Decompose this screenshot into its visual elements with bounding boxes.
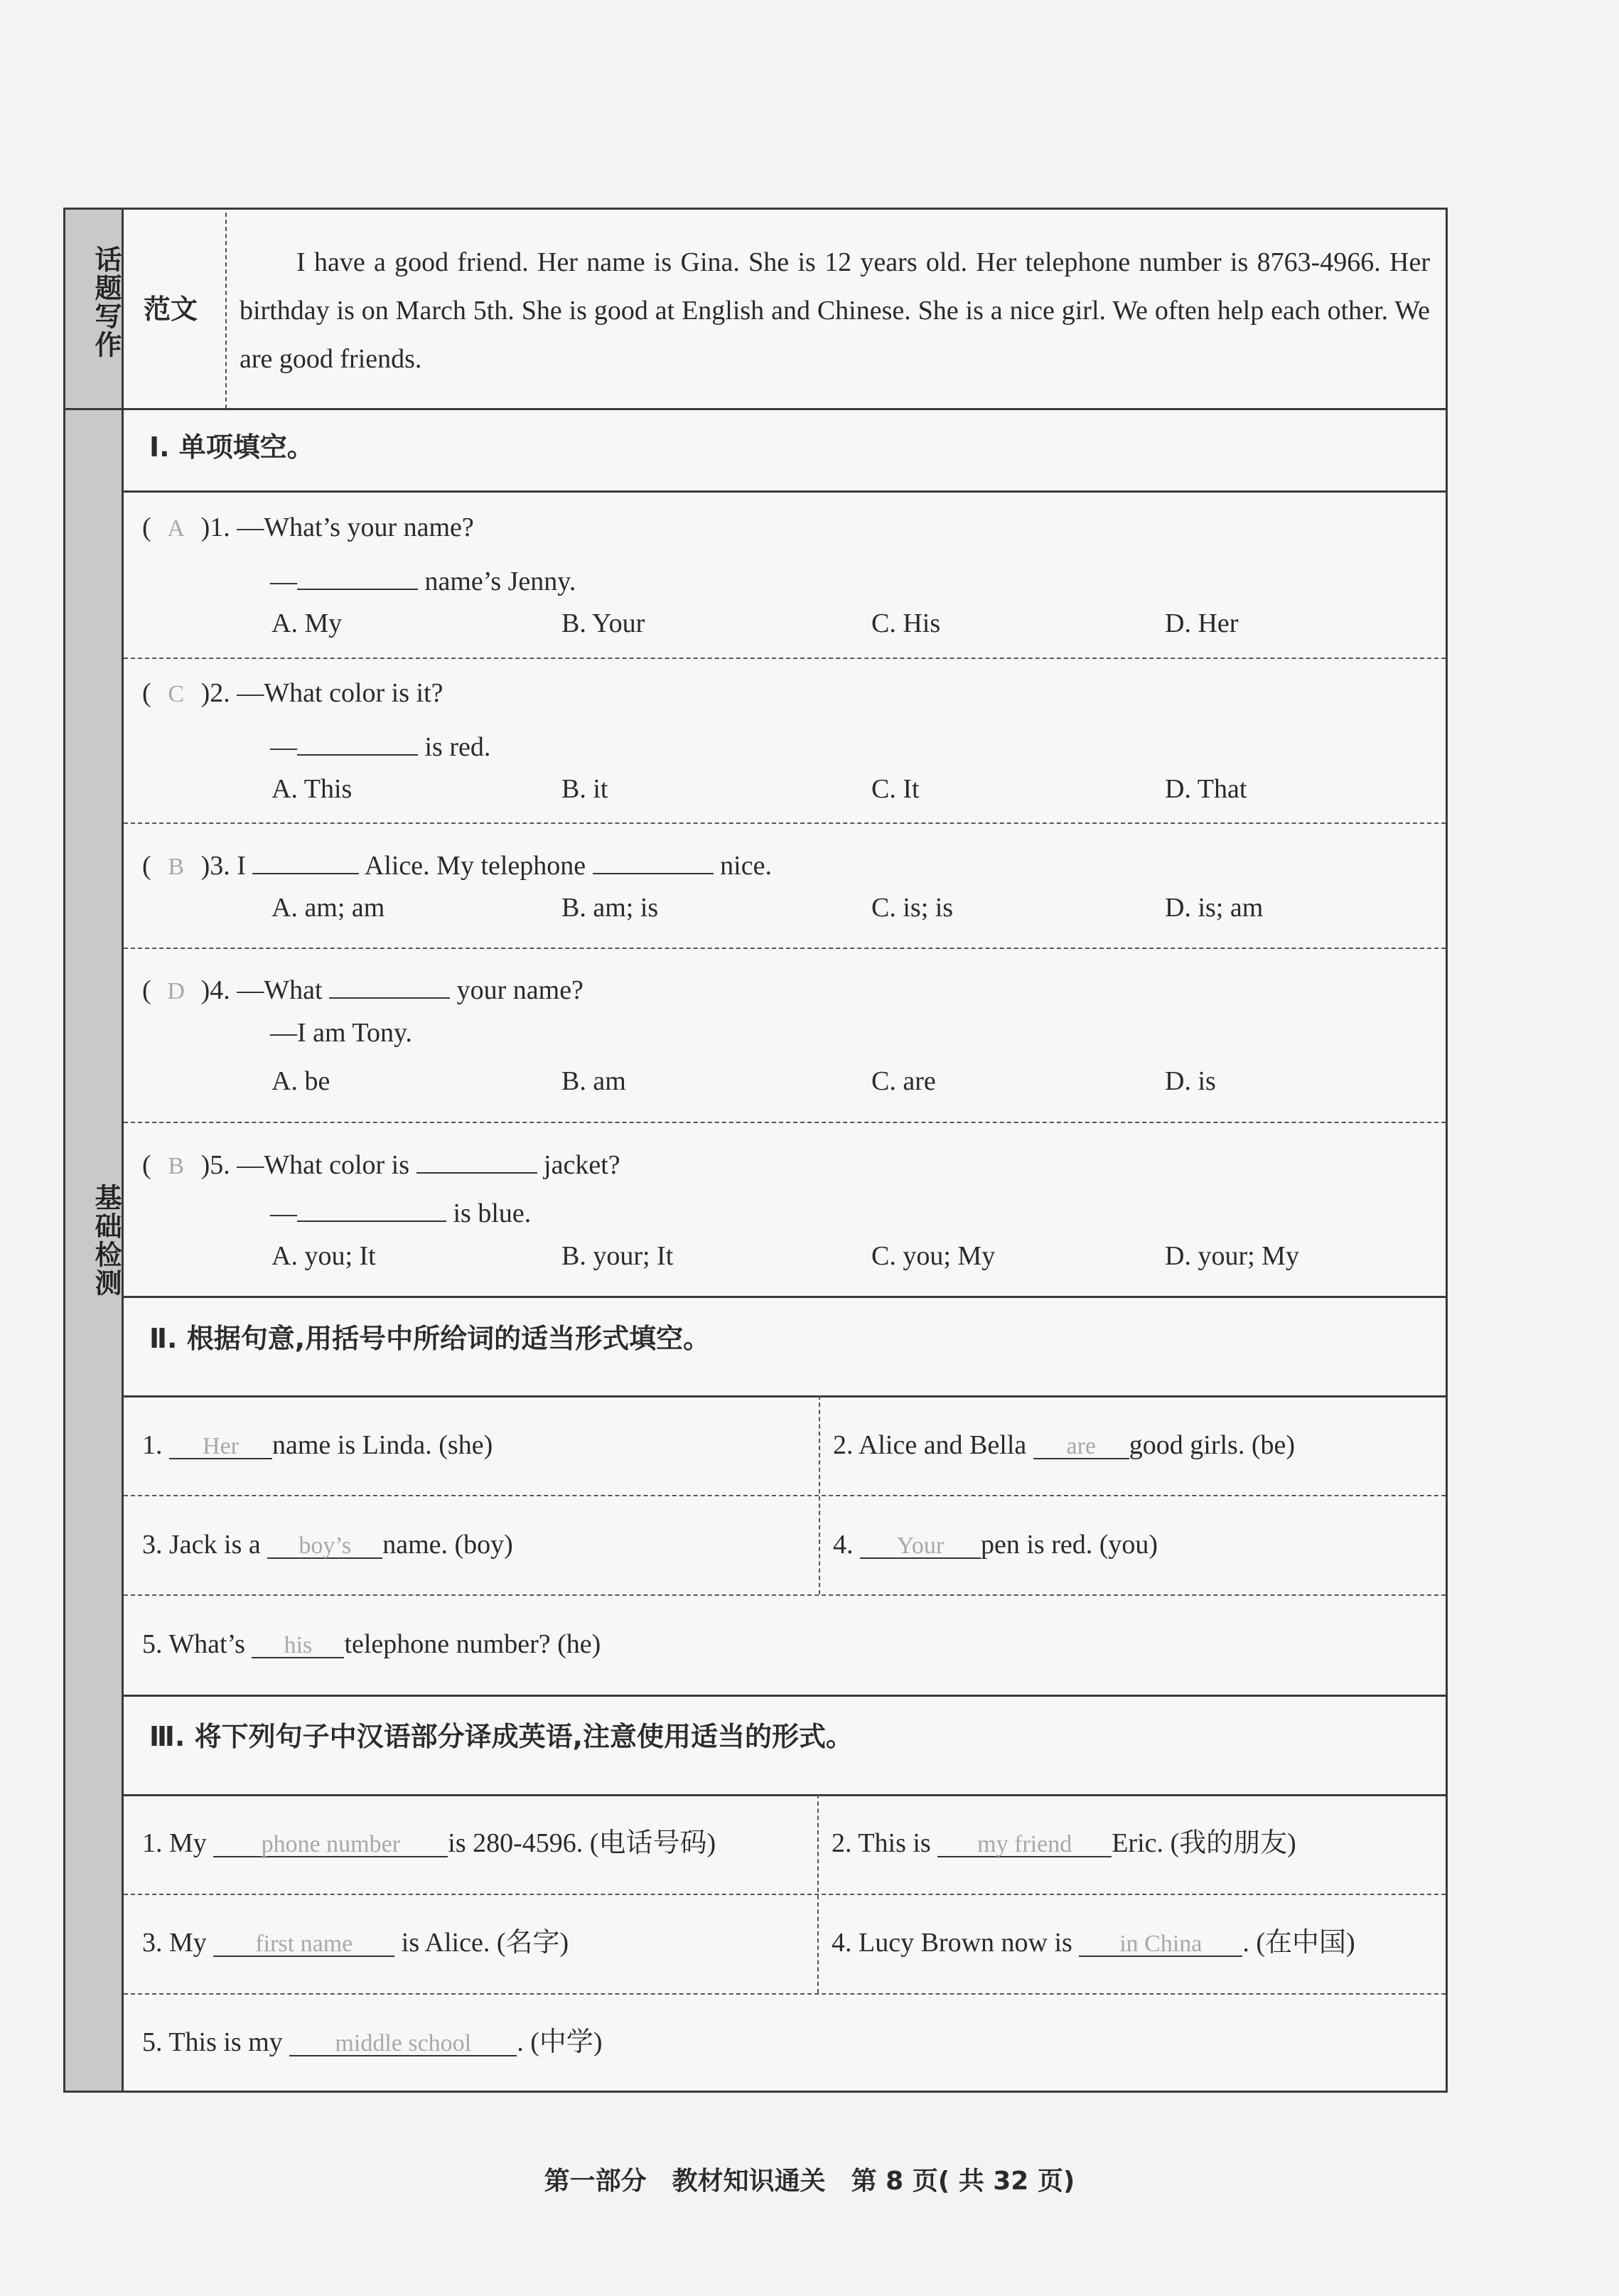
divider [124, 1894, 1446, 1895]
section2-item-2: 2. Alice and Bella are good girls. (be) [833, 1430, 1295, 1460]
option: B. it [561, 774, 608, 804]
divider [124, 1794, 1446, 1796]
question-4-line2: —I am Tony. [270, 1018, 412, 1048]
divider [124, 1993, 1446, 1995]
answer: Your [896, 1533, 945, 1559]
section2-title: Ⅱ. 根据句意,用括号中所给词的适当形式填空。 [149, 1323, 711, 1354]
section3-item-4: 4. Lucy Brown now is in China . (在中国) [832, 1928, 1355, 1958]
divider [124, 1296, 1446, 1298]
option: C. is; is [871, 893, 954, 923]
answer: phone number [261, 1831, 401, 1857]
answer-3: B [168, 854, 184, 880]
option: A. am; am [271, 893, 385, 923]
divider [124, 1122, 1446, 1123]
question-1-line2: — name’s Jenny. [270, 560, 576, 597]
option: D. That [1165, 774, 1247, 804]
answer: boy’s [298, 1533, 352, 1559]
answer: first name [255, 1931, 353, 1957]
divider [124, 1695, 1446, 1697]
question-5: ( B )5. —What color is jacket? [142, 1144, 620, 1182]
blank[interactable] [593, 844, 714, 874]
answer: are [1066, 1433, 1097, 1459]
question-4: ( D )4. —What your name? [142, 969, 583, 1007]
section3-item-2: 2. This is my friend Eric. (我的朋友) [832, 1828, 1296, 1858]
option: A. you; It [271, 1241, 376, 1271]
section3-title: Ⅲ. 将下列句子中汉语部分译成英语,注意使用适当的形式。 [149, 1721, 854, 1752]
topic-writing-label: 话题写作 [90, 245, 122, 359]
option: A. This [271, 774, 353, 804]
answer-4: D [167, 978, 185, 1004]
blank[interactable] [329, 969, 450, 999]
answer: in China [1119, 1931, 1203, 1957]
option: B. am [561, 1066, 626, 1096]
page-footer: 第一部分 教材知识通关 第 8 页( 共 32 页) [544, 2167, 1075, 2196]
option: A. be [271, 1066, 330, 1096]
question-5-line2: — is blue. [270, 1192, 531, 1229]
question-1: ( A )1. —What’s your name? [142, 512, 474, 545]
section2-item-4: 4. Your pen is red. (you) [833, 1530, 1158, 1560]
divider [124, 822, 1446, 824]
section3-item-5: 5. This is my middle school . (中学) [142, 2027, 603, 2057]
section2-item-3: 3. Jack is a boy’s name. (boy) [142, 1530, 513, 1560]
answer: my friend [977, 1831, 1072, 1857]
sidebar-column [65, 210, 124, 2091]
question-2: ( C )2. —What color is it? [142, 677, 443, 710]
answer-5: B [168, 1153, 184, 1179]
option: A. My [271, 608, 343, 638]
answer: middle school [335, 2030, 472, 2056]
basic-check-label: 基础检测 [90, 1184, 122, 1297]
blank[interactable] [416, 1144, 537, 1174]
question-3: ( B )3. I Alice. My telephone nice. [142, 844, 772, 883]
divider [124, 658, 1446, 659]
option: B. Your [561, 608, 645, 638]
option: B. am; is [561, 893, 659, 923]
option: D. is [1165, 1066, 1216, 1096]
section1-title: Ⅰ. 单项填空。 [149, 431, 314, 463]
divider [65, 408, 1446, 410]
option: B. your; It [561, 1241, 674, 1271]
divider [124, 1395, 1446, 1398]
option: D. is; am [1165, 893, 1264, 923]
option: D. Her [1165, 608, 1239, 638]
option: D. your; My [1165, 1241, 1299, 1271]
answer-2: C [168, 681, 184, 707]
section3-item-1: 1. My phone number is 280-4596. (电话号码) [142, 1828, 716, 1858]
answer: Her [203, 1433, 239, 1459]
sample-essay: I have a good friend. Her name is Gina. She is 12 years old. Her telephone number is 8763-4966. Her birthday is on March 5th. She is good at English and Chinese. She is a nice girl. We often help each other. We are good friends. [240, 247, 1430, 374]
worksheet-frame [63, 208, 1448, 2093]
sample-divider [225, 213, 227, 409]
divider [124, 1594, 1446, 1596]
divider [124, 490, 1446, 493]
divider [124, 1495, 1446, 1496]
option: C. His [871, 608, 941, 638]
section2-item-5: 5. What’s his telephone number? (he) [142, 1629, 601, 1659]
option: C. you; My [871, 1241, 996, 1271]
sample-label: 范文 [144, 294, 198, 325]
option: C. are [871, 1066, 936, 1096]
blank[interactable] [297, 726, 418, 756]
blank[interactable] [297, 1192, 446, 1222]
option: C. It [871, 774, 920, 804]
section3-item-3: 3. My first name is Alice. (名字) [142, 1928, 569, 1958]
blank[interactable] [252, 844, 359, 874]
answer-1: A [167, 515, 185, 542]
question-2-line2: — is red. [270, 726, 490, 763]
section2-item-1: 1. Her name is Linda. (she) [142, 1430, 493, 1460]
blank[interactable] [297, 560, 418, 590]
divider [124, 948, 1446, 949]
answer: his [284, 1632, 313, 1658]
